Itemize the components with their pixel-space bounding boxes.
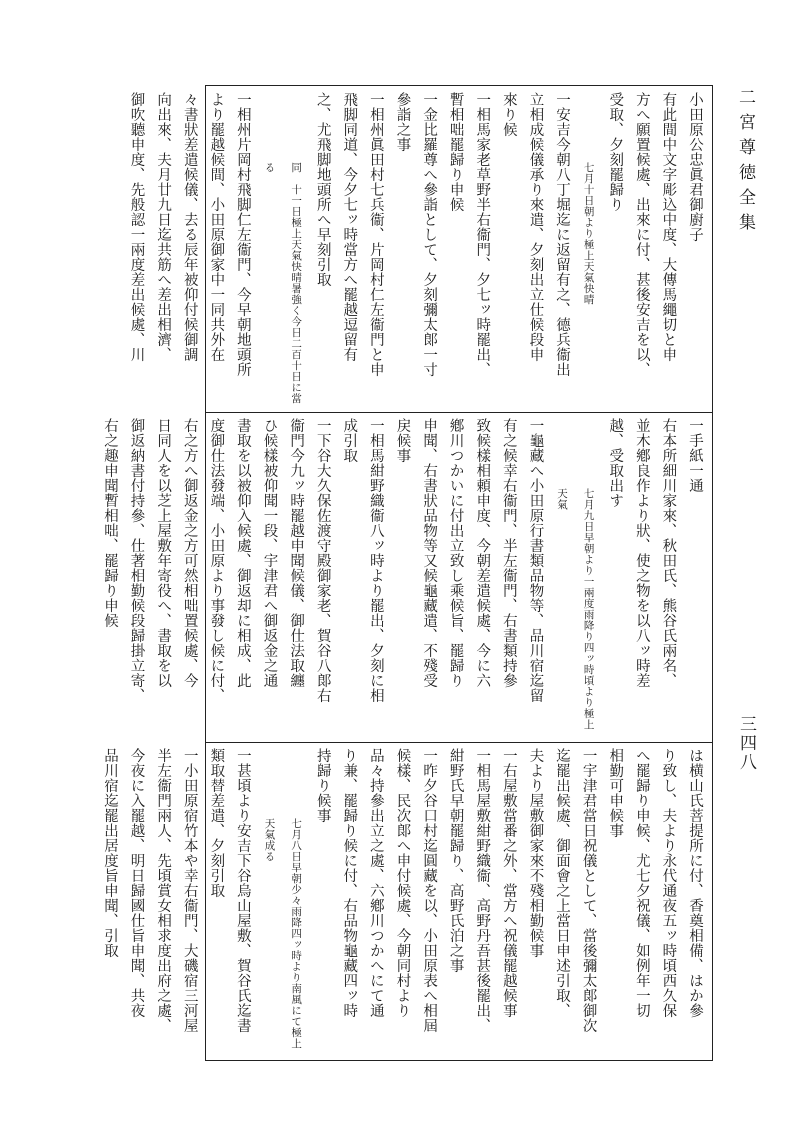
text-line: 戻候事	[394, 418, 411, 463]
text-line: 暫相咄罷歸り申候	[447, 92, 464, 212]
text-line: 飛脚同道、今夕七ッ時當方へ罷越逗留有	[341, 92, 358, 362]
text-line: 度御仕法發端、小田原より事發し候に付、	[208, 418, 225, 703]
text-line: 受取、夕刻罷歸り	[607, 92, 624, 212]
text-line: 申聞、右書狀品物等又候龜藏遣、不殘受	[421, 418, 438, 688]
text-line: 一相馬屋敷紺野織衞、高野丹吾甚後罷出、	[474, 748, 491, 1033]
text-line: 書取を以被仰入候處、御返却に相成、此	[234, 418, 251, 688]
text-line: 御吹聽申度、先般認一兩度差出候處、川	[128, 92, 145, 362]
text-line: 一金比羅尊へ參詣として、夕刻彌太郞一寸	[421, 92, 438, 377]
text-line: 立相成候儀承り來遣、夕刻出立仕候段申	[527, 92, 544, 362]
page-number: 三四八	[736, 715, 756, 772]
text-line: より罷越候間、小田原御家中一同共外在	[208, 92, 225, 362]
text-line: 向出來、夫月廿九日迄共筋へ差出相濟、	[155, 92, 172, 362]
text-line: は横山氏菩提所に付、香奠相備、はか參	[687, 748, 703, 1018]
date-note: 同 十一日極上天氣快晴暑強く今日二百十日に當る	[263, 162, 303, 404]
text-line: 今夜に入罷越、明日歸國仕旨申聞、共夜	[128, 748, 145, 1018]
text-line: へ罷歸り申候、尤七夕祝儀、如例年一切	[633, 748, 650, 1018]
tier-divider	[206, 742, 712, 743]
text-line: 一相馬家老草野半右衞門、夕七ッ時罷出、	[474, 92, 491, 377]
text-line: 右之方へ御返金之方可然相咄置候處、今	[181, 418, 198, 688]
text-line: 越、受取出す	[607, 418, 624, 508]
text-line: 一小田原宿竹本や幸右衞門、大磯宿三河屋	[181, 748, 198, 1033]
text-line: 致候樣相頼申度、今朝差遣候處、今に六	[474, 418, 491, 688]
text-line: 右本所細川家來、秋田氏、熊谷氏兩名、	[660, 418, 677, 688]
text-line: 類取替差遣、夕刻引取	[208, 748, 225, 898]
text-line: ひ候樣被仰聞一段、宇津君へ御返金之通	[261, 418, 278, 688]
text-line: 並木鄕良作より狀、使之物を以八ッ時差	[633, 418, 650, 688]
text-line: 來り候	[500, 92, 517, 137]
text-line: 一相馬紺野織衞八ッ時より罷出、夕刻に相	[367, 418, 384, 703]
text-line: 有此間中文字彫込中度、大傳馬繩切と申	[660, 92, 677, 362]
text-line: 一相州片岡村飛脚仁左衞門、今早朝地頭所	[234, 92, 251, 377]
text-line: 紺野氏早朝罷歸り、高野氏泊之事	[447, 748, 464, 973]
text-line: 一下谷大久保佐渡守殿御家老、賀谷八郞右	[314, 418, 331, 703]
tier-top	[128, 92, 708, 404]
tier-bottom	[101, 748, 708, 1054]
date-note: 七月十日朝より極上天氣快晴	[582, 162, 595, 305]
text-line: 相勤可申候事	[607, 748, 624, 838]
text-line: 一龜藏へ小田原行書類品物等、品川宿迄留	[527, 418, 544, 703]
text-line: 有之候幸右衞門、半左衞門、右書類持參	[500, 418, 517, 688]
text-line: 半左衞門兩人、先頃賞女相求度出府之處、	[155, 748, 172, 1033]
text-line: 方へ願置候處、出來に付、甚後安吉を以、	[633, 92, 650, 377]
text-line: り兼、罷歸り候に付、右品物龜藏四ッ時	[341, 748, 358, 1018]
text-line: 一右屋敷當番之外、當方へ祝儀罷越候事	[500, 748, 517, 1018]
text-line: 一甚頃より安吉下谷烏山屋敷、賀谷氏迄書	[234, 748, 251, 1033]
text-line: 成引取	[341, 418, 358, 463]
date-note: 七月八日早朝少々雨降四ッ時より南風にて極上天氣成る	[263, 818, 303, 1049]
text-line: 衞門今九ッ時罷越申聞候儀、御仕法取纏	[288, 418, 305, 688]
text-line: 日同人を以芝上屋敷年寄役へ、書取を以	[155, 418, 172, 688]
text-line: 一相州眞田村七兵衞、片岡村仁左衞門と申	[367, 92, 384, 377]
text-line: 一手紙一通	[687, 418, 703, 493]
text-line: 參詣之事	[394, 92, 411, 152]
text-line: 迄罷出候處、御面會之上當日申述引取、	[554, 748, 571, 1018]
text-frame	[101, 85, 713, 1061]
text-line: 一昨夕谷口村迄圓藏を以、小田原表へ相屆	[421, 748, 438, 1033]
text-line: り致し、夫より永代通夜五ッ時頃西久保	[660, 748, 677, 1018]
tier-middle	[101, 418, 708, 734]
text-line: 一宇津君當日祝儀として、當後彌太郞御次	[580, 748, 597, 1033]
book-title: 二宮尊徳全集	[735, 88, 755, 238]
text-line: 々書狀差遣候儀、去る辰年被仰付候御調	[181, 92, 198, 362]
text-line: 鄕川つかいに付出立致し乘候旨、罷歸り	[447, 418, 464, 688]
text-line: 一安吉今朝八丁堀迄に返留有之、德兵衞出	[554, 92, 571, 377]
text-line: 右之趣申聞暫相咄、罷歸り申候	[101, 418, 118, 628]
tier-divider	[206, 412, 712, 413]
text-line: 小田原公忠眞君御廚子	[687, 92, 703, 242]
text-line: 品々持參出立之處、六鄕川つかへにて通	[367, 748, 384, 1018]
text-line: 夫より屋敷御家來不殘相勤候事	[527, 748, 544, 958]
text-line: 候樣、民次郞へ申付候處、今朝同村より	[394, 748, 411, 1018]
date-note: 七月九日早朝より一兩度雨降り四ッ時頃より極上天氣	[556, 488, 595, 730]
text-line: 品川宿迄罷出居度旨申聞、引取	[101, 748, 118, 958]
text-line: 之、尤飛脚地頭所へ早刻引取	[314, 92, 331, 287]
text-line: 持歸り候事	[314, 748, 331, 823]
text-line: 御返納書付持參、仕著相勤候段歸掛立寄、	[128, 418, 145, 703]
